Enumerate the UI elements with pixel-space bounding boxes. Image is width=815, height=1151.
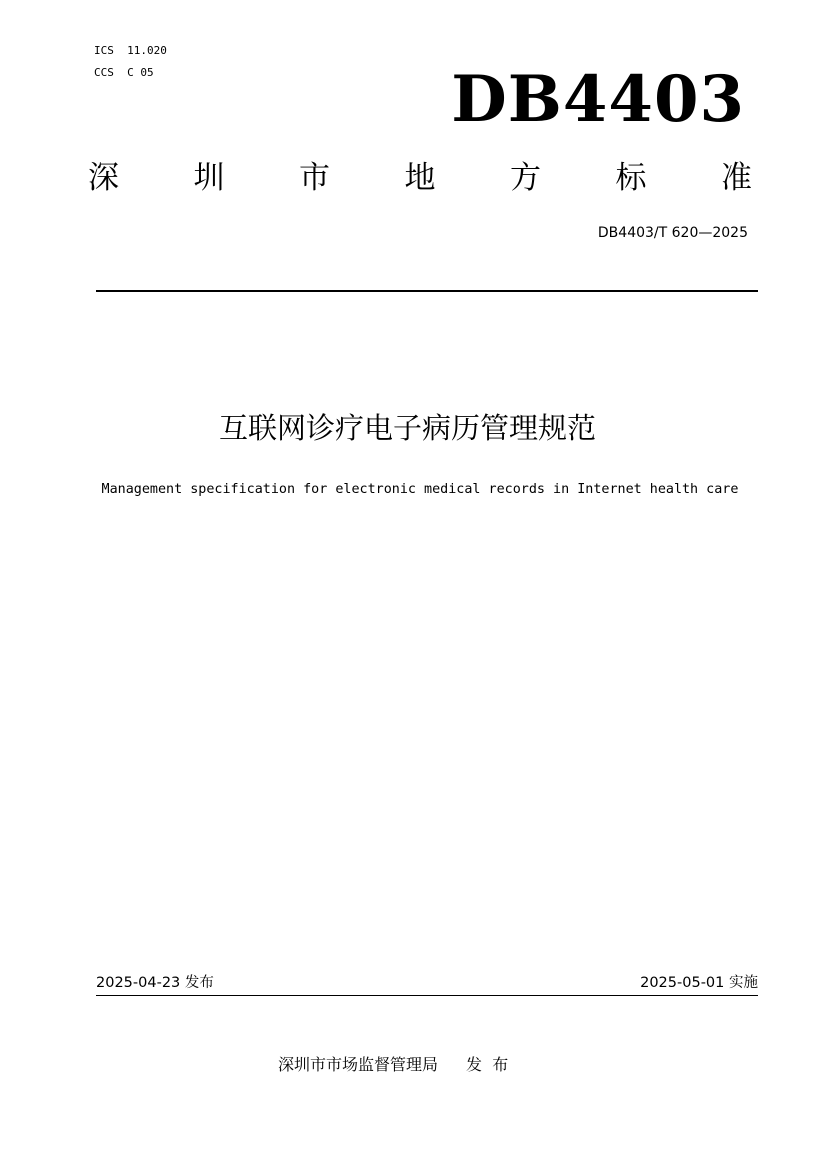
title-char: 地 [404,160,436,196]
document-title-chinese: 互联网诊疗电子病历管理规范 [218,411,596,445]
classification-codes [94,40,167,84]
issuer-action: 发 布 [466,1055,509,1074]
title-char: 标 [615,160,647,196]
ccs-code: CCS C 05 [94,66,154,79]
ics-code: ICS 11.020 [94,44,167,57]
title-char: 圳 [193,160,225,196]
document-title-english: Management specification for electronic medical records in Internet health care [101,482,739,497]
standard-category-title [88,156,752,200]
bottom-divider [96,995,758,996]
standard-number: DB4403/T 620—2025 [597,225,748,241]
publish-date: 2025-04-23 发布 [96,975,214,991]
date-row [96,972,758,994]
top-divider [96,290,758,292]
title-char: 准 [721,160,752,196]
title-char: 方 [510,160,541,196]
issuer-name: 深圳市市场监督管理局 [278,1055,439,1074]
title-char: 深 [88,160,119,196]
db-mark: DB4403 [451,62,745,137]
issuer [278,1053,508,1077]
implement-date: 2025-05-01 实施 [640,975,758,991]
title-char: 市 [299,160,330,196]
